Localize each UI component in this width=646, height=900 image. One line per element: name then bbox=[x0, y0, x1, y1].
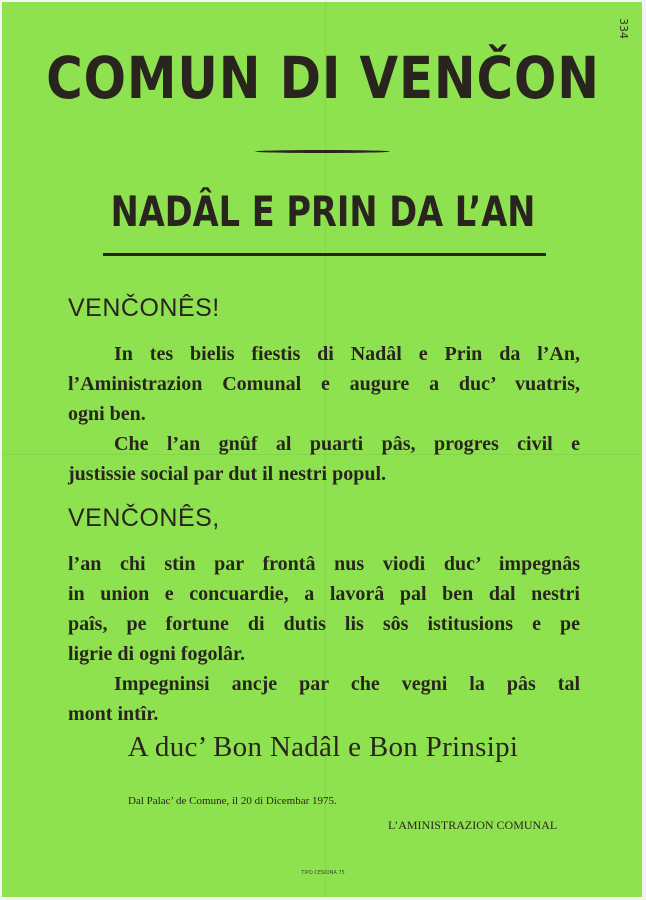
paragraph-line: In tes bielis fiestis di Nadâl e Prin da l’An, bbox=[114, 343, 580, 365]
poster-subtitle: NADÂL E PRIN DA L’AN bbox=[110, 187, 536, 236]
subtitle-underline bbox=[103, 253, 546, 256]
paragraph-line: in union e concuardie, a lavorâ pal ben dal nestri bbox=[68, 583, 580, 605]
municipality-title: COMUN DI VENČON bbox=[46, 44, 600, 112]
section1-heading: VENČONÊS! bbox=[68, 294, 220, 322]
paragraph-line: ligrie di ogni fogolâr. bbox=[68, 643, 246, 665]
paragraph-line: mont intîr. bbox=[68, 703, 159, 725]
paragraph-line: ogni ben. bbox=[68, 403, 146, 425]
paragraph-line: paîs, pe fortune di dutis lis sôs istitusions e pe bbox=[68, 613, 580, 635]
section2-paragraph bbox=[68, 549, 580, 729]
paragraph-line: l’Aministrazion Comunal e augure a duc’ vuatris, bbox=[68, 373, 580, 395]
dateline: Dal Palac’ de Comune, il 20 di Dicembar 1975. bbox=[128, 795, 337, 807]
signature: L’AMINISTRAZION COMUNAL bbox=[388, 818, 558, 832]
title-divider bbox=[255, 150, 390, 153]
section1-paragraph bbox=[68, 339, 580, 489]
paragraph-line: Che l’an gnûf al puarti pâs, progres civil e bbox=[114, 433, 580, 455]
archive-number: 334 bbox=[617, 18, 630, 39]
paragraph-line: l’an chi stin par frontâ nus viodi duc’ impegnâs bbox=[68, 553, 580, 575]
paragraph-line: Impegninsi ancje par che vegni la pâs tal bbox=[114, 673, 580, 695]
paragraph-line: justissie social par dut il nestri popul. bbox=[68, 463, 387, 485]
section2-heading: VENČONÊS, bbox=[68, 504, 220, 532]
printer-credit: TIPO CESIONA 75 bbox=[301, 870, 345, 876]
holiday-greeting: A duc’ Bon Nadâl e Bon Prinsipi bbox=[127, 731, 519, 763]
